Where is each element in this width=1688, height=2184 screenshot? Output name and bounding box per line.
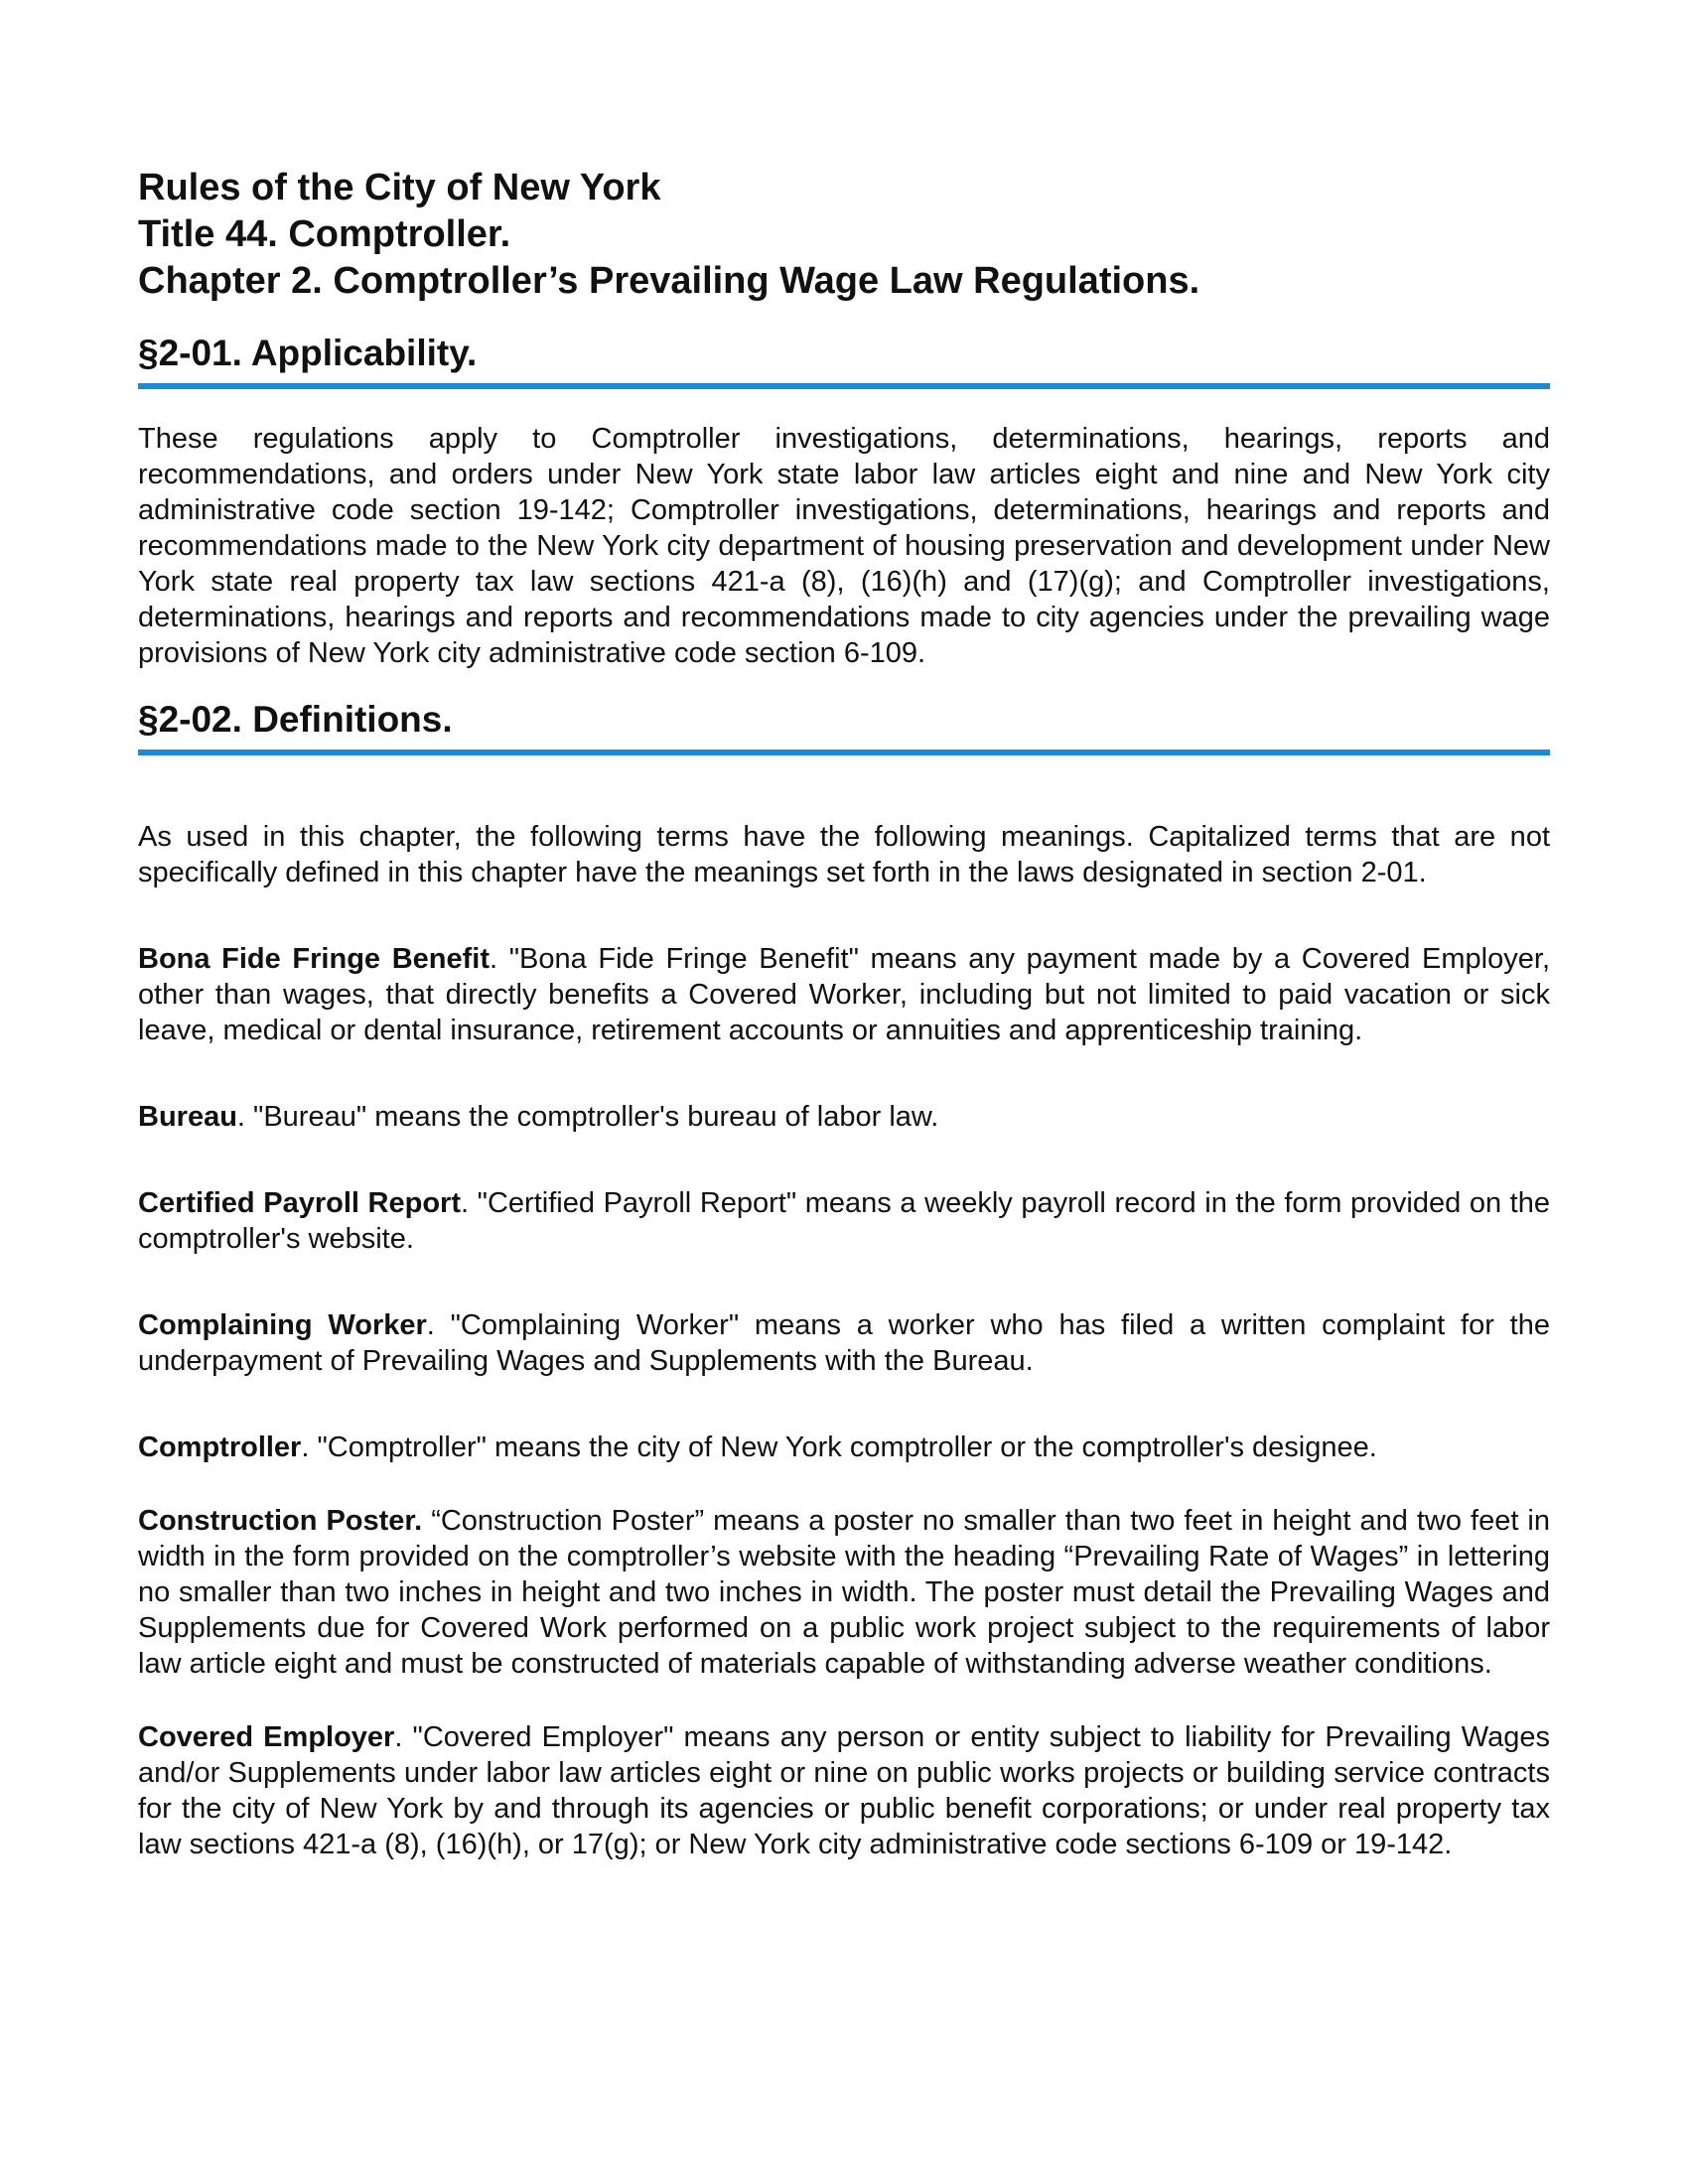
document-title-chapter2: Chapter 2. Comptroller’s Prevailing Wage Law Regulations. xyxy=(138,260,1200,302)
definition-comptroller xyxy=(138,1430,1550,1465)
document-title-title44: Title 44. Comptroller. xyxy=(138,213,511,255)
definition-covered-employer xyxy=(138,1719,1550,1862)
section-heading-definitions: §2-02. Definitions. xyxy=(138,699,453,740)
definition-text: . "Covered Employer" means any person or entity subject to liability for Prevailing Wages and/or Supplements under labor law articles eight or nine on public works projects or building service contracts for the city of New York by and through its agencies or public benefit corporations; or under real property tax law sections 421-a (8), (16)(h), or 17(g); or New York city administrative code sections 6-109 or 19-142. xyxy=(138,1721,1550,1860)
definition-certified-payroll-report xyxy=(138,1185,1550,1257)
definition-term: Construction Poster. xyxy=(138,1505,423,1537)
definition-complaining-worker xyxy=(138,1307,1550,1379)
definitions-intro: As used in this chapter, the following terms have the following meanings. Capitalized terms that are not specifically defined in this chapter have the meanings set forth in the laws designated in section 2-01. xyxy=(138,821,1550,888)
section-heading-applicability: §2-01. Applicability. xyxy=(138,333,478,373)
definition-text: . "Comptroller" means the city of New York comptroller or the comptroller's designee. xyxy=(301,1432,1377,1463)
section-divider xyxy=(138,383,1550,389)
definition-term: Complaining Worker xyxy=(138,1309,427,1341)
definition-text: . "Complaining Worker" means a worker who has filed a written complaint for the underpayment of Prevailing Wages and Supplements with the Bureau. xyxy=(138,1309,1550,1377)
definition-text: “Construction Poster” means a poster no smaller than two feet in height and two feet in width in the form provided on the comptroller’s website with the heading “Prevailing Rate of Wages” in lettering no smaller than two inches in height and two inches in width. The poster must detail the Prevailing Wages and Supplements due for Covered Work performed on a public work project subject to the requirements of labor law article eight and must be constructed of materials capable of withstanding adverse weather conditions. xyxy=(138,1505,1550,1680)
section-divider xyxy=(138,750,1550,755)
definition-text: . "Bureau" means the comptroller's bureau of labor law. xyxy=(236,1101,939,1133)
definition-term: Comptroller xyxy=(138,1432,302,1463)
document-content xyxy=(138,165,1550,1862)
definition-bona-fide-fringe-benefit xyxy=(138,941,1550,1048)
definition-term: Bona Fide Fringe Benefit xyxy=(138,943,490,975)
definition-construction-poster xyxy=(138,1503,1550,1682)
document-title-rules: Rules of the City of New York xyxy=(138,167,661,208)
definition-text: . "Bona Fide Fringe Benefit" means any payment made by a Covered Employer, other than wages, that directly benefits a Covered Worker, including but not limited to paid vacation or sick leave, medical or dental insurance, retirement accounts or annuities and apprenticeship training. xyxy=(138,943,1551,1046)
definition-term: Bureau xyxy=(138,1101,237,1133)
definition-bureau xyxy=(138,1099,1550,1135)
definition-term: Certified Payroll Report xyxy=(138,1187,462,1219)
definition-text: . "Certified Payroll Report" means a weekly payroll record in the form provided on the comptroller's website. xyxy=(138,1187,1550,1255)
applicability-paragraph: These regulations apply to Comptroller investigations, determinations, hearings, reports and recommendations, and orders under New York state labor law articles eight and nine and New York city administrative code section 19-142; Comptroller investigations, determinations, hearings and reports and recommendations made to the New York city department of housing preservation and development under New York state real property tax law sections 421-a (8), (16)(h) and (17)(g); and Comptroller investigations, determinations, hearings and reports and recommendations made to city agencies under the prevailing wage provisions of New York city administrative code section 6-109. xyxy=(138,423,1550,669)
definition-term: Covered Employer xyxy=(138,1721,395,1753)
